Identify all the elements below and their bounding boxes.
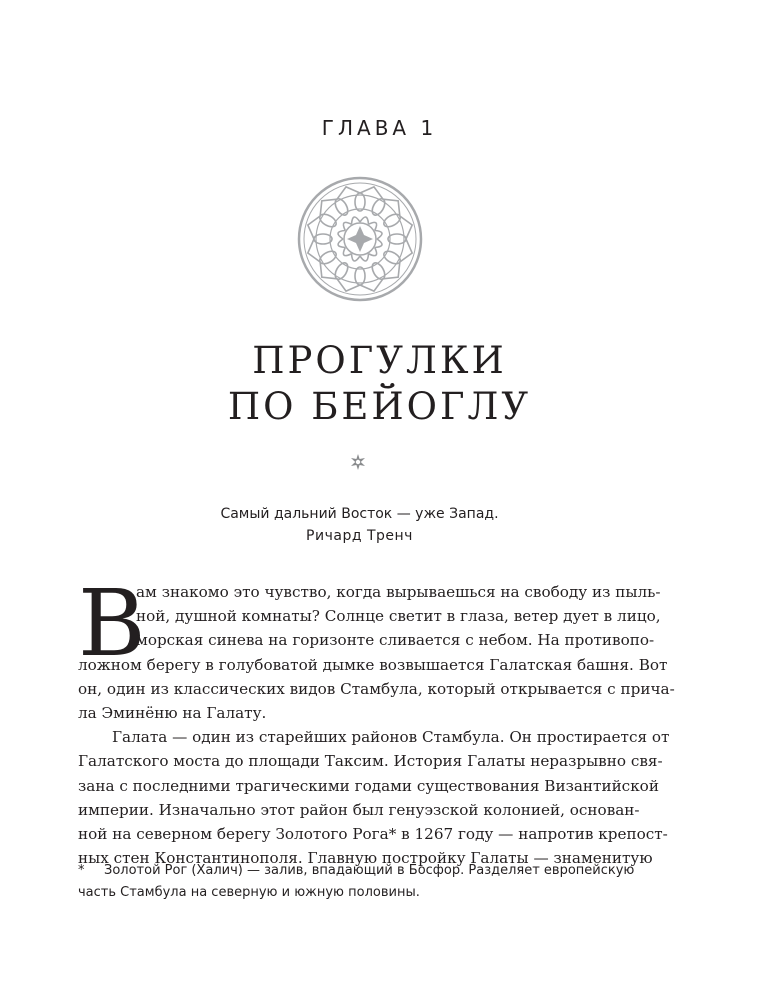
chapter-label: ГЛАВА 1 xyxy=(321,116,438,140)
paragraph-2-line: Галатского моста до площади Таксим. История Галаты неразрывно свя- xyxy=(78,752,663,771)
drop-cap: В xyxy=(78,570,146,677)
paragraph-2-line: зана с последними трагическими годами существования Византийской xyxy=(78,776,659,795)
chapter-title-line-2: ПО БЕЙОГЛУ xyxy=(227,385,532,428)
paragraph-2-line: ной на северном берегу Золотого Рога* в 1267 году — напротив крепост- xyxy=(78,824,668,843)
body-text xyxy=(78,570,675,870)
footnote-text: Золотой Рог (Халич) — залив, впадающий в Босфор. Разделяет европейскую xyxy=(104,863,635,878)
rosette-ornament-icon xyxy=(297,176,423,302)
footnote-line: часть Стамбула на северную и южную половины. xyxy=(78,885,420,900)
footnote-line xyxy=(78,860,634,882)
star-ornament-icon xyxy=(350,454,366,470)
paragraph-1-line: ной, душной комнаты? Солнце светит в глаза, ветер дует в лицо, xyxy=(136,607,661,626)
footnote-marker: * xyxy=(78,863,85,878)
epigraph-quote: Самый дальний Восток — уже Запад. xyxy=(220,506,499,522)
epigraph xyxy=(0,503,719,547)
paragraph-2-line: ных стен Константинополя. Главную постройку Галаты — знаменитую xyxy=(78,849,653,868)
paragraph-1-line: морская синева на горизонте сливается с небом. На противопо- xyxy=(136,631,655,650)
chapter-title-line-1: ПРОГУЛКИ xyxy=(252,339,507,382)
paragraph-1-line: ам знакомо это чувство, когда вырываешься на свободу из пыль- xyxy=(136,583,661,601)
chapter-title xyxy=(0,338,759,430)
paragraph-1-line: он, один из классических видов Стамбула, который открывается с прича- xyxy=(78,679,675,698)
paragraph-1-line: ла Эминёню на Галату. xyxy=(78,703,267,722)
paragraph-1-line: ложном берегу в голубоватой дымке возвышается Галатская башня. Вот xyxy=(78,655,668,674)
paragraph-2-line: империи. Изначально этот район был генуэзской колонией, основан- xyxy=(78,800,640,819)
epigraph-author: Ричард Тренч xyxy=(306,528,413,544)
paragraph-2-line: Галата — один из старейших районов Стамбула. Он простирается от xyxy=(112,728,670,747)
footnote xyxy=(78,860,634,904)
